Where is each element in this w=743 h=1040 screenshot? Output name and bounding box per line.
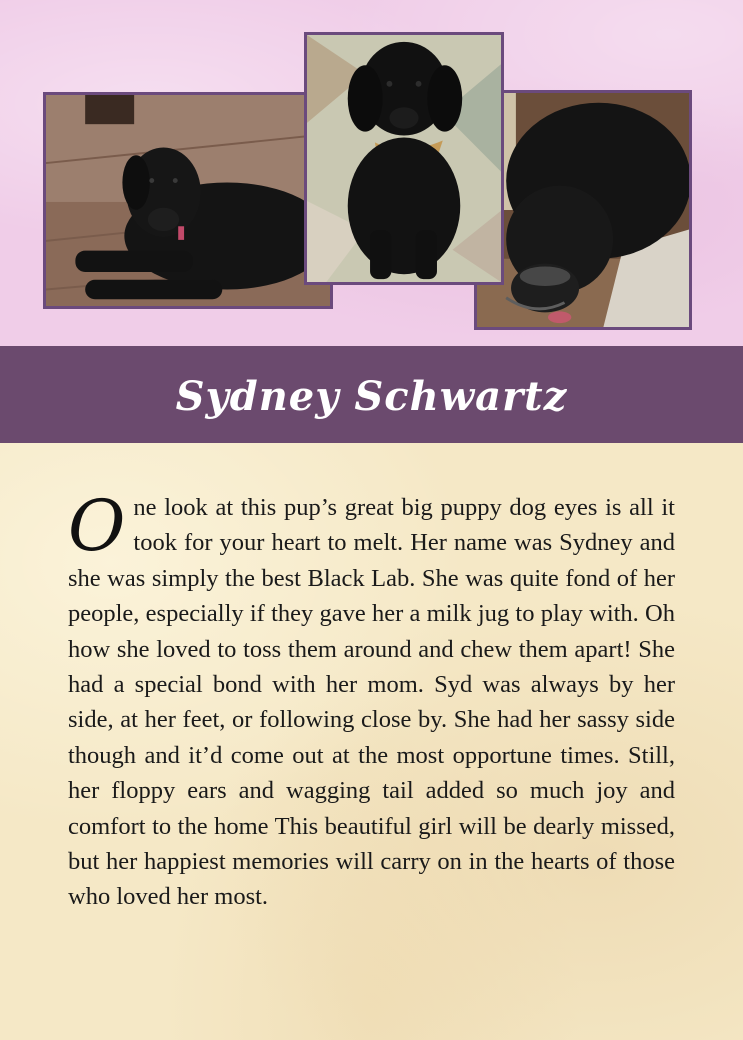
story-text: ne look at this pup’s great big puppy dog eyes is all it took for your heart to melt. Her name was Sydney and she was simply the best Black Lab. She was quite fond of her people, especially if they gave her a milk jug to play with. Oh how she loved to toss them around and chew them apart! She had a special bond with her mom. Syd was always by her side, at her feet, or following close by. She had her sassy side though and it’d come out at the most opportune times. Still, her floppy ears and wagging tail added so much joy and comfort to the home This beautiful girl will be dearly missed, but her happiest memories will carry on in the hearts of those who loved her most. (68, 494, 675, 911)
photo-collage-area (0, 0, 743, 346)
dog-photo-senior (474, 90, 692, 330)
pet-name-title: Sydney Schwartz (175, 373, 568, 420)
dog-photo-puppy (304, 32, 504, 285)
dog-photo-lying (43, 92, 333, 309)
title-band (0, 346, 743, 443)
memorial-story (68, 485, 675, 915)
drop-cap: O (68, 485, 126, 567)
